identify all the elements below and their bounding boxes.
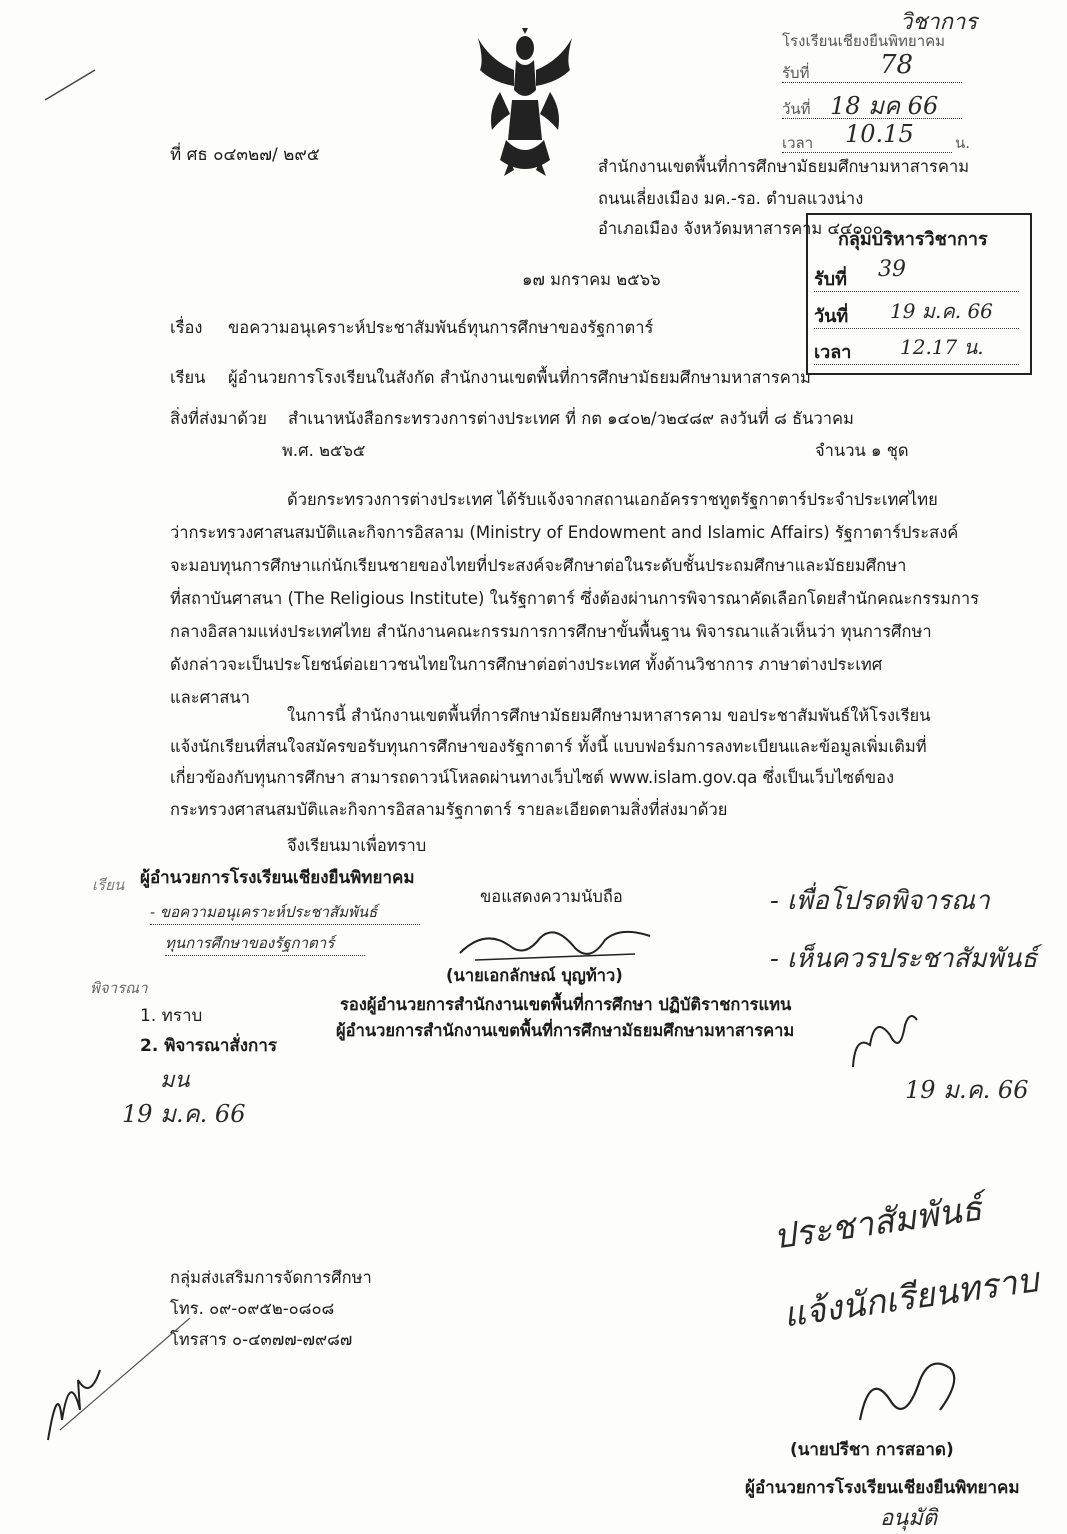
respect-text: ขอแสดงความนับถือ	[480, 887, 623, 906]
director-note-line2: แจ้งนักเรียนทราบ	[781, 1260, 1041, 1336]
left-note-handwriting-2: ทุนการศึกษาของรัฐกาตาร์	[165, 931, 365, 956]
office-address-line2: อำเภอเมือง จังหวัดมหาสารคาม ๔๔๐๐๐	[598, 219, 883, 238]
director-signature	[850, 1350, 970, 1430]
signer-name: (นายเอกลักษณ์ บุญท้าว)	[446, 966, 623, 985]
body-p1-line: ที่สถาบันศาสนา (The Religious Institute) ในรัฐกาตาร์ ซึ่งต้องผ่านการพิจารณาคัดเลือกโดยสำนักคณะกรรมการ	[170, 589, 979, 608]
signer-title-1: รองผู้อำนวยการสำนักงานเขตพื้นที่การศึกษา ปฏิบัติราชการแทน	[340, 995, 792, 1014]
document-date: ๑๗ มกราคม ๒๕๖๖	[522, 270, 661, 289]
footer-tel: โทร. ๐๙-๐๙๕๒-๐๘๐๘	[170, 1299, 335, 1318]
signer-signature	[455, 918, 655, 968]
right-note-line1: - เพื่อโปรดพิจารณา	[770, 886, 990, 916]
body-p2-line: เกี่ยวข้องกับทุนการศึกษา สามารถดาวน์โหลดผ่านทางเว็บไซต์ www.islam.gov.qa ซึ่งเป็นเว็บไซต์ของ	[170, 768, 895, 787]
enclosure-label: สิ่งที่ส่งมาด้วย	[170, 409, 267, 428]
left-note-date: 19 ม.ค. 66	[122, 1100, 246, 1128]
left-note-label: เรียน	[92, 876, 125, 894]
director-title: ผู้อำนวยการโรงเรียนเชียงยืนพิทยาคม	[745, 1478, 1020, 1498]
to-label: เรียน	[170, 368, 206, 387]
school-stamp-date-value: 18 มค 66	[830, 92, 939, 120]
left-note-consider-label: พิจารณา	[90, 979, 148, 997]
academic-stamp-no-label: รับที่	[814, 269, 1019, 292]
academic-stamp-time-label: เวลา	[814, 342, 1019, 365]
footer-fax: โทรสาร ๐-๔๓๗๗-๗๙๘๗	[170, 1330, 353, 1349]
body-p2-line: กระทรวงศาสนสมบัติและกิจการอิสลามรัฐกาตาร์ รายละเอียดตามสิ่งที่ส่งมาด้วย	[170, 800, 728, 819]
school-stamp-time-value: 10.15	[845, 120, 914, 148]
school-stamp-date-label: วันที่	[782, 100, 962, 119]
office-name: สำนักงานเขตพื้นที่การศึกษามัธยมศึกษามหาสารคาม	[598, 157, 970, 176]
left-note-initial: มน	[160, 1068, 190, 1093]
closing-text: จึงเรียนมาเพื่อทราบ	[287, 836, 427, 855]
to-text: ผู้อำนวยการโรงเรียนในสังกัด สำนักงานเขตพื้นที่การศึกษามัธยมศึกษามหาสารคาม	[228, 368, 811, 387]
academic-stamp-title: กลุ่มบริหารวิชาการ	[838, 229, 988, 250]
academic-stamp-time-value: 12.17 น.	[900, 335, 984, 359]
academic-stamp-date-label: วันที่	[814, 306, 1019, 329]
director-note-line1: ประชาสัมพันธ์	[771, 1188, 985, 1258]
school-stamp-no-value: 78	[880, 50, 914, 80]
academic-stamp-no-value: 39	[878, 257, 906, 282]
subject-label: เรื่อง	[170, 318, 203, 337]
garuda-emblem-icon	[470, 30, 580, 180]
pen-mark-bottom-left	[40, 1310, 200, 1450]
right-note-line2: - เห็นควรประชาสัมพันธ์	[770, 944, 1038, 974]
body-p2-line: แจ้งนักเรียนที่สนใจสมัครขอรับทุนการศึกษาของรัฐกาตาร์ ทั้งนี้ แบบฟอร์มการลงทะเบียนและข้อมูลเพิ่มเติมที่	[170, 737, 927, 756]
enclosure-line1: สำเนาหนังสือกระทรวงการต่างประเทศ ที่ กต ๑๔๐๒/ว๒๔๘๙ ลงวันที่ ๘ ธันวาคม	[288, 409, 854, 428]
signer-title-2: ผู้อำนวยการสำนักงานเขตพื้นที่การศึกษามัธยมศึกษามหาสารคาม	[336, 1021, 795, 1040]
footer-unit: กลุ่มส่งเสริมการจัดการศึกษา	[170, 1268, 372, 1287]
right-note-signature	[845, 1005, 925, 1075]
pen-mark-top-left	[40, 65, 100, 105]
left-note-option-2: 2. พิจารณาสั่งการ	[140, 1036, 278, 1056]
left-note-handwriting-1: - ขอความอนุเคราะห์ประชาสัมพันธ์	[150, 900, 420, 925]
academic-stamp-date-value: 19 ม.ค. 66	[890, 299, 993, 323]
left-note-option-1: 1. ทราบ	[140, 1006, 203, 1026]
left-note-to: ผู้อำนวยการโรงเรียนเชียงยืนพิทยาคม	[140, 868, 415, 888]
body-p1-line: และศาสนา	[170, 688, 250, 707]
director-sign-note: อนุมัติ	[880, 1506, 938, 1531]
school-stamp-title: โรงเรียนเชียงยืนพิทยาคม	[782, 32, 946, 50]
academic-receive-stamp	[806, 213, 1032, 375]
subject-text: ขอความอนุเคราะห์ประชาสัมพันธ์ทุนการศึกษาของรัฐกาตาร์	[228, 318, 654, 337]
director-name: (นายปรีชา การสอาด)	[790, 1440, 954, 1460]
body-p1-line: ด้วยกระทรวงการต่างประเทศ ได้รับแจ้งจากสถานเอกอัครราชทูตรัฐกาตาร์ประจำประเทศไทย	[287, 490, 938, 509]
body-p1-line: ว่ากระทรวงศาสนสมบัติและกิจการอิสลาม (Ministry of Endowment and Islamic Affairs) รัฐกาตาร์ประสงค์	[170, 523, 959, 542]
office-address-line1: ถนนเลี่ยงเมือง มค.-รอ. ตำบลแวงน่าง	[598, 189, 864, 208]
right-note-date: 19 ม.ค. 66	[905, 1076, 1029, 1104]
enclosure-line2: พ.ศ. ๒๕๖๕	[282, 441, 366, 460]
corner-note: วิชาการ	[900, 10, 978, 35]
body-p1-line: จะมอบทุนการศึกษาแก่นักเรียนชายของไทยที่ประสงค์จะศึกษาต่อในระดับชั้นประถมศึกษาและมัธยมศึกษา	[170, 556, 907, 575]
body-p1-line: ดังกล่าวจะเป็นประโยชน์ต่อเยาวชนไทยในการศึกษาต่อต่างประเทศ ทั้งด้านวิชาการ ภาษาต่างประเทศ	[170, 655, 883, 674]
body-p1-line: กลางอิสลามแห่งประเทศไทย สำนักงานคณะกรรมการการศึกษาขั้นพื้นฐาน พิจารณาแล้วเห็นว่า ทุนการศึกษา	[170, 622, 932, 641]
school-stamp-no-label: รับที่	[782, 64, 962, 83]
enclosure-quantity: จำนวน ๑ ชุด	[815, 441, 909, 460]
school-stamp-time-label: เวลา	[782, 134, 952, 153]
body-p2-line: ในการนี้ สำนักงานเขตพื้นที่การศึกษามัธยมศึกษามหาสารคาม ขอประชาสัมพันธ์ให้โรงเรียน	[287, 706, 931, 725]
school-stamp-time-suffix: น.	[955, 134, 971, 152]
document-number: ที่ ศธ ๐๔๓๒๗/ ๒๙๕	[170, 145, 320, 165]
